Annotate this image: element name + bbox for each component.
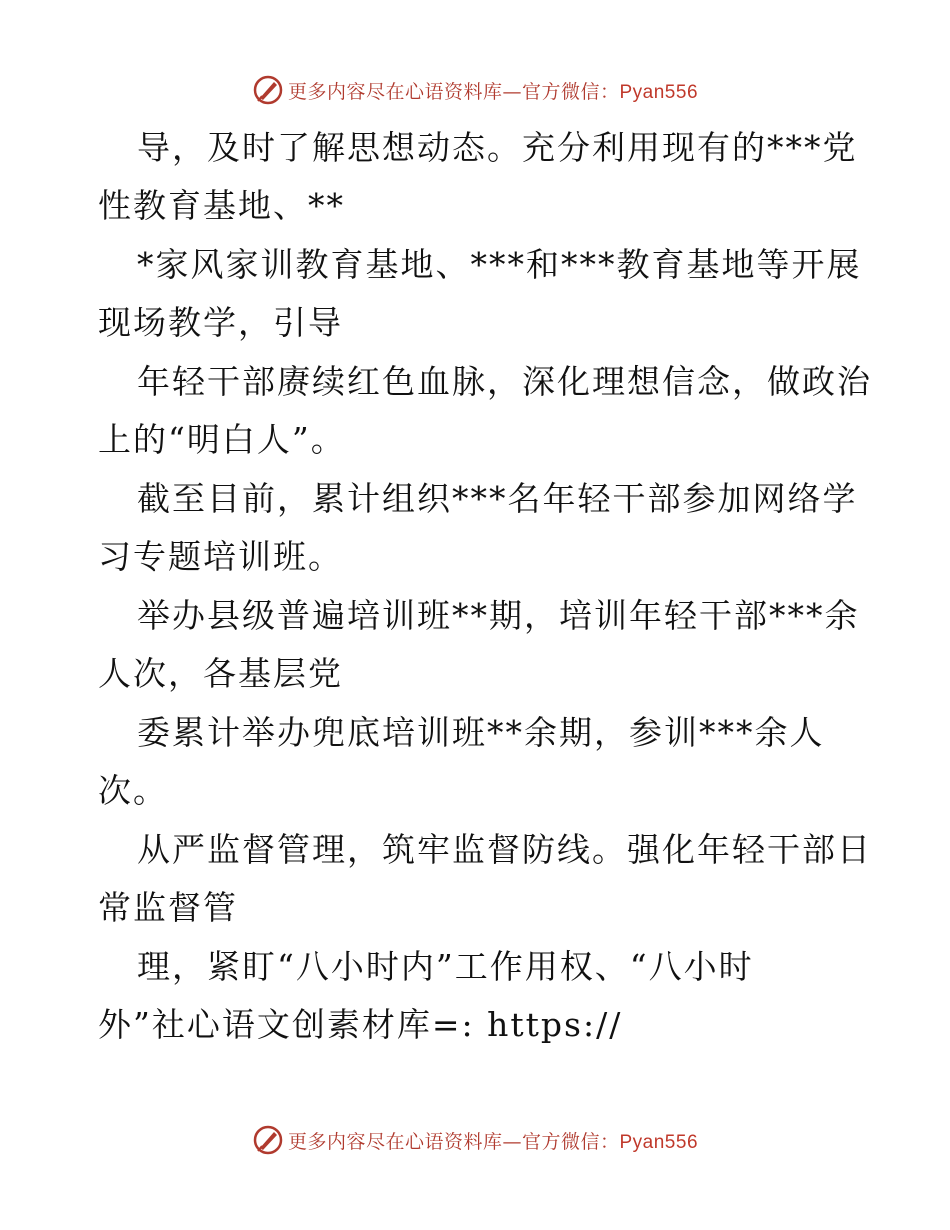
- text-line: 委累计举办兜底培训班**余期，参训***余人: [137, 713, 825, 752]
- text-line: 次。: [98, 771, 168, 810]
- text-line: 习专题培训班。: [98, 537, 343, 576]
- text-line: 常监督管: [98, 888, 238, 927]
- text-line: 人次，各基层党: [98, 654, 343, 693]
- text-line: 截至目前，累计组织***名年轻干部参加网络学: [137, 479, 858, 518]
- text-line: 现场教学，引导: [98, 303, 343, 342]
- text-line: 举办县级普遍培训班**期，培训年轻干部***余: [137, 596, 860, 635]
- text-line: 年轻干部赓续红色血脉，深化理想信念，做政治: [137, 362, 872, 401]
- text-line: 上的“明白人”。: [98, 420, 346, 459]
- footer-watermark: [0, 1120, 950, 1160]
- text-line: 外”社心语文创素材库=: https://: [98, 1005, 623, 1044]
- watermark-wechat-id: Pyan556: [619, 81, 699, 103]
- text-line: *家风家训教育基地、***和***教育基地等开展: [137, 245, 862, 284]
- text-line: 导，及时了解思想动态。充分利用现有的***党: [137, 128, 858, 167]
- watermark-text: 更多内容尽在心语资料库—官方微信：Pyan556: [287, 1130, 699, 1153]
- text-line: 从严监督管理，筑牢监督防线。强化年轻干部日: [137, 830, 872, 869]
- text-line: 性教育基地、**: [98, 186, 345, 225]
- watermark-text: 更多内容尽在心语资料库—官方微信：Pyan556: [287, 80, 699, 103]
- text-line: 理，紧盯“八小时内”工作用权、“八小时: [137, 947, 754, 986]
- header-watermark: [0, 70, 950, 110]
- feather-pen-logo-icon: [252, 1124, 284, 1156]
- feather-pen-logo-icon: [252, 74, 284, 106]
- watermark-wechat-id: Pyan556: [619, 1131, 699, 1153]
